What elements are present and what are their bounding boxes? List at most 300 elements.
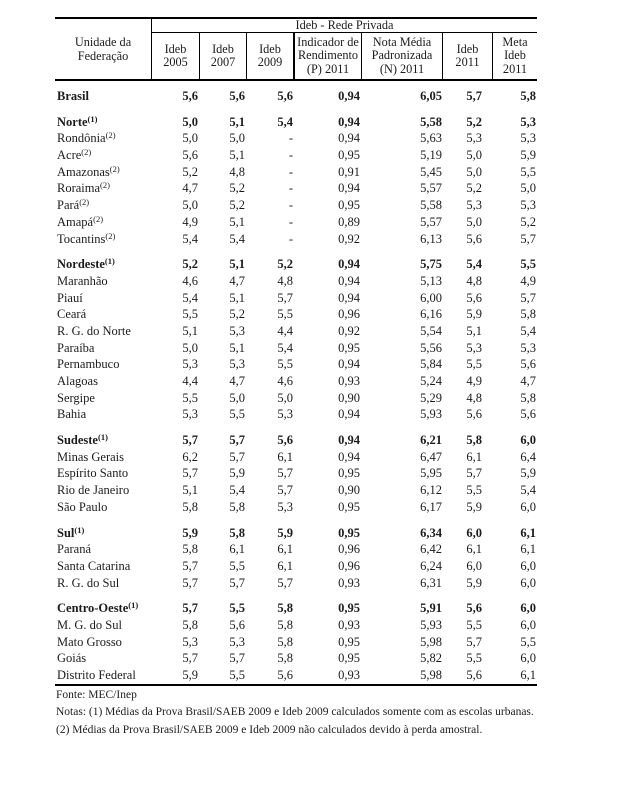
cell-value: 5,58 (420, 114, 442, 129)
cell-value: 5,7 (229, 575, 245, 590)
cell-value: 4,8 (466, 273, 482, 288)
table-row (55, 465, 537, 482)
cell-value: 5,93 (420, 617, 442, 632)
cell-value: 5,7 (277, 290, 293, 305)
cell-value: 5,0 (466, 148, 482, 163)
cell-value: 4,7 (229, 374, 245, 388)
cell-value: 6,0 (520, 558, 536, 573)
cell-value: 5,1 (182, 323, 198, 338)
cell-value: 4,4 (182, 374, 198, 388)
footnote-marker: (1) (97, 432, 108, 443)
table-row (55, 340, 537, 357)
cell-value: 5,3 (229, 634, 245, 649)
cell-value: 5,2 (466, 181, 482, 196)
cell-value: 5,3 (182, 357, 198, 372)
cell-value: 4,4 (277, 323, 293, 338)
table-row (55, 541, 537, 558)
cell-value: 5,7 (229, 449, 245, 464)
cell-value: 5,5 (229, 558, 245, 573)
row-label: Norte$^{(1)}$ (57, 113, 98, 129)
cell-value: 5,8 (182, 542, 198, 557)
cell-value: 5,7 (229, 651, 245, 666)
cell-value: 5,7 (277, 483, 293, 498)
row-label: Rondônia$^{(2)}$ (57, 130, 116, 146)
cell-value: 0,94 (338, 357, 360, 372)
cell-value: 6,16 (420, 307, 442, 322)
cell-value: 5,8 (520, 390, 536, 405)
col-header-unidade-da-federacao: Unidade da Federação (55, 19, 152, 79)
row-label: Acre$^{(2)}$ (57, 147, 92, 163)
cell-value: 0,94 (338, 290, 360, 305)
cell-value: 5,57 (420, 181, 442, 196)
cell-value: 0,96 (338, 558, 360, 573)
table-row (55, 256, 537, 273)
cell-value: 5,1 (229, 290, 245, 305)
row-label: Pernambuco (57, 357, 120, 372)
cell-value: 5,4 (277, 340, 293, 355)
cell-value: 0,92 (338, 231, 360, 246)
cell-value: 6,0 (466, 525, 482, 540)
cell-value: 5,0 (229, 131, 245, 146)
cell-value: 5,95 (420, 466, 442, 481)
cell-value: 4,7 (520, 374, 536, 388)
cell-value: 5,7 (466, 466, 482, 481)
cell-value: 5,7 (182, 575, 198, 590)
footnote-marker: (2) (100, 180, 110, 191)
cell-value: 5,5 (466, 617, 482, 632)
cell-value: 5,1 (229, 257, 245, 272)
row-label: Paraíba (57, 340, 95, 355)
cell-value: 6,0 (520, 617, 536, 632)
row-label: Espírito Santo (57, 466, 129, 481)
cell-value: 5,45 (420, 164, 442, 179)
cell-value: 0,95 (338, 525, 360, 540)
cell-value: 4,9 (520, 273, 536, 288)
cell-value: 5,9 (520, 466, 536, 481)
cell-value: 5,9 (466, 499, 482, 514)
cell-value: 5,4 (466, 257, 482, 272)
cell-value: 6,0 (520, 575, 536, 590)
cell-value: 5,6 (182, 148, 198, 163)
cell-value: - (288, 181, 293, 196)
table-row (55, 356, 537, 373)
cell-value: 5,9 (466, 307, 482, 322)
row-label: Ceará (57, 307, 87, 322)
cell-value: 5,7 (520, 290, 536, 305)
cell-value: 5,9 (229, 466, 245, 481)
cell-value: 5,6 (520, 357, 536, 372)
cell-value: 5,7 (277, 575, 293, 590)
row-label: Bahia (57, 407, 87, 422)
cell-value: 5,19 (420, 148, 442, 163)
cell-value: 0,94 (338, 407, 360, 422)
cell-value: - (288, 164, 293, 179)
cell-value: 5,1 (182, 483, 198, 498)
row-label: R. G. do Sul (57, 575, 120, 590)
cell-value: 6,1 (466, 542, 482, 557)
col-header-ideb-2011: Ideb 2011 (443, 33, 493, 79)
cell-value: 0,95 (338, 340, 360, 355)
cell-value: 5,7 (182, 433, 198, 448)
cell-value: 4,8 (277, 273, 293, 288)
cell-value: 5,9 (520, 148, 536, 163)
cell-value: 6,0 (520, 651, 536, 666)
cell-value: 5,8 (520, 89, 536, 103)
table-row (55, 114, 537, 131)
cell-value: 5,8 (277, 651, 293, 666)
cell-value: 5,5 (466, 483, 482, 498)
cell-value: 6,1 (229, 542, 245, 557)
row-label: São Paulo (57, 499, 108, 514)
table-row (55, 164, 537, 181)
cell-value: 0,93 (338, 617, 360, 632)
cell-value: 5,29 (420, 390, 442, 405)
cell-value: 4,6 (277, 374, 293, 388)
cell-value: 5,6 (466, 231, 482, 246)
cell-value: 5,2 (277, 257, 293, 272)
cell-value: 0,93 (338, 575, 360, 590)
row-label: Roraima$^{(2)}$ (57, 180, 110, 196)
cell-value: - (288, 131, 293, 146)
cell-value: 5,58 (420, 198, 442, 213)
table-row (55, 214, 537, 231)
cell-value: 5,9 (182, 668, 198, 682)
cell-value: 5,8 (229, 499, 245, 514)
cell-value: 6,1 (277, 542, 293, 557)
cell-value: 5,6 (466, 668, 482, 682)
cell-value: 5,5 (229, 407, 245, 422)
table-header (55, 17, 537, 81)
cell-value: 5,84 (420, 357, 442, 372)
cell-value: 0,94 (338, 433, 360, 448)
cell-value: 6,13 (420, 231, 442, 246)
row-label: Minas Gerais (57, 449, 124, 464)
cell-value: 5,9 (466, 575, 482, 590)
cell-value: 6,34 (420, 525, 442, 540)
cell-value: 5,7 (182, 651, 198, 666)
col-header-indicador-rendimento: Indicador de Rendimento (P) 2011 (295, 33, 362, 79)
cell-value: 5,6 (229, 617, 245, 632)
cell-value: 5,8 (277, 601, 293, 616)
cell-value: 6,17 (420, 499, 442, 514)
table-row (55, 180, 537, 197)
table-row (55, 147, 537, 164)
cell-value: 5,6 (277, 89, 293, 103)
cell-value: 5,3 (277, 499, 293, 514)
table-row (55, 290, 537, 307)
table-footnotes (56, 687, 596, 739)
table-row (55, 273, 537, 290)
cell-value: 5,3 (466, 131, 482, 146)
col-header-nota-media-padronizada: Nota Média Padronizada (N) 2011 (362, 33, 443, 79)
cell-value: 5,5 (466, 357, 482, 372)
cell-value: 5,5 (520, 164, 536, 179)
cell-value: 4,8 (229, 164, 245, 179)
footnote-marker: (2) (79, 197, 90, 208)
cell-value: 5,4 (229, 231, 245, 246)
cell-value: 0,94 (338, 114, 360, 129)
cell-value: 5,4 (229, 483, 245, 498)
table-row (55, 449, 537, 466)
cell-value: 5,5 (229, 601, 245, 616)
note-1: Notas: (1) Médias da Prova Brasil/SAEB 2009 e Ideb 2009 calculados somente com as escolas urbanas. (56, 706, 534, 719)
table-row (55, 390, 537, 407)
row-label: Amazonas$^{(2)}$ (57, 163, 120, 179)
cell-value: 5,9 (182, 525, 198, 540)
cell-value: 0,94 (338, 273, 360, 288)
table-row (55, 88, 537, 105)
cell-value: 6,21 (420, 433, 442, 448)
cell-value: 5,91 (420, 601, 442, 616)
cell-value: 5,7 (466, 89, 482, 103)
row-label: Nordeste$^{(1)}$ (57, 256, 115, 272)
cell-value: 5,0 (182, 114, 198, 129)
cell-value: 5,3 (466, 198, 482, 213)
cell-value: 5,3 (182, 407, 198, 422)
cell-value: 5,3 (229, 357, 245, 372)
cell-value: 5,4 (520, 323, 536, 338)
cell-value: 5,0 (182, 131, 198, 146)
cell-value: 5,6 (182, 89, 198, 103)
cell-value: 0,95 (338, 634, 360, 649)
cell-value: 0,94 (338, 449, 360, 464)
cell-value: 5,2 (229, 181, 245, 196)
table-row (55, 197, 537, 214)
cell-value: 5,8 (229, 525, 245, 540)
table-row (55, 482, 537, 499)
cell-value: 5,3 (466, 340, 482, 355)
cell-value: 4,6 (182, 273, 198, 288)
cell-value: 6,0 (520, 499, 536, 514)
table-row (55, 600, 537, 617)
cell-value: 5,0 (277, 390, 293, 405)
cell-value: 5,13 (420, 273, 442, 288)
cell-value: 5,2 (520, 214, 536, 229)
cell-value: 5,5 (277, 357, 293, 372)
footnote-marker: (1) (74, 524, 85, 535)
row-label: Mato Grosso (57, 634, 122, 649)
cell-value: 5,5 (520, 634, 536, 649)
cell-value: 0,89 (338, 214, 360, 229)
cell-value: 5,2 (229, 198, 245, 213)
col-header-ideb-2007: Ideb 2007 (200, 33, 247, 79)
cell-value: 5,63 (420, 131, 442, 146)
cell-value: 0,94 (338, 181, 360, 196)
cell-value: 5,7 (182, 601, 198, 616)
cell-value: 5,1 (229, 214, 245, 229)
cell-value: 5,1 (229, 340, 245, 355)
cell-value: 5,8 (277, 634, 293, 649)
cell-value: 5,82 (420, 651, 442, 666)
table-row (55, 525, 537, 542)
cell-value: 6,00 (420, 290, 442, 305)
cell-value: 5,2 (182, 164, 198, 179)
cell-value: 5,3 (277, 407, 293, 422)
row-label: Sergipe (57, 390, 95, 405)
cell-value: 0,93 (338, 374, 360, 388)
cell-value: 6,1 (520, 668, 536, 682)
cell-value: 0,95 (338, 651, 360, 666)
cell-value: 5,6 (520, 407, 536, 422)
cell-value: 5,56 (420, 340, 442, 355)
footnote-marker: (2) (105, 230, 116, 241)
cell-value: 0,96 (338, 542, 360, 557)
cell-value: 5,0 (520, 181, 536, 196)
table-row (55, 650, 537, 667)
cell-value: 0,96 (338, 307, 360, 322)
cell-value: 5,5 (182, 390, 198, 405)
cell-value: 5,75 (420, 257, 442, 272)
cell-value: 5,2 (182, 257, 198, 272)
cell-value: 0,94 (338, 131, 360, 146)
cell-value: 0,94 (338, 89, 360, 103)
footnote-marker: (1) (104, 256, 115, 267)
cell-value: 6,0 (520, 601, 536, 616)
cell-value: 5,5 (182, 307, 198, 322)
footnote-marker: (1) (87, 113, 98, 124)
row-label: Maranhão (57, 273, 108, 288)
row-label: Amapá$^{(2)}$ (57, 213, 104, 229)
cell-value: 5,6 (229, 89, 245, 103)
cell-value: 5,1 (466, 323, 482, 338)
row-label: Paraná (57, 542, 92, 557)
cell-value: 5,5 (520, 257, 536, 272)
cell-value: 6,4 (520, 449, 536, 464)
cell-value: 6,1 (466, 449, 482, 464)
col-header-ideb-2009: Ideb 2009 (247, 33, 295, 79)
table-body (55, 81, 537, 686)
table-row (55, 432, 537, 449)
ideb-table (55, 17, 537, 686)
cell-value: 6,24 (420, 558, 442, 573)
cell-value: 5,3 (520, 114, 536, 129)
row-label: Alagoas (57, 374, 98, 388)
row-label: Sul$^{(1)}$ (57, 524, 85, 540)
footnote-marker: (2) (81, 147, 92, 158)
footnote-marker: (2) (93, 213, 104, 224)
row-label: Centro-Oeste$^{(1)}$ (57, 600, 139, 616)
cell-value: 5,6 (466, 290, 482, 305)
cell-value: 0,95 (338, 466, 360, 481)
cell-value: 5,98 (420, 668, 442, 682)
row-label: M. G. do Sul (57, 617, 122, 632)
cell-value: 4,9 (466, 374, 482, 388)
cell-value: - (288, 214, 293, 229)
cell-value: 6,31 (420, 575, 442, 590)
cell-value: 0,95 (338, 499, 360, 514)
row-label: Rio de Janeiro (57, 483, 130, 498)
row-label: Santa Catarina (57, 558, 131, 573)
cell-value: 5,4 (182, 290, 198, 305)
cell-value: 5,9 (277, 525, 293, 540)
cell-value: 5,3 (520, 340, 536, 355)
cell-value: 5,8 (182, 499, 198, 514)
footnote-marker: (2) (105, 130, 116, 141)
cell-value: 5,8 (182, 617, 198, 632)
cell-value: 5,3 (182, 634, 198, 649)
cell-value: 5,6 (466, 601, 482, 616)
row-label: Pará$^{(2)}$ (57, 197, 90, 213)
table-row (55, 231, 537, 248)
table-row (55, 373, 537, 390)
cell-value: 5,5 (277, 307, 293, 322)
cell-value: 5,54 (420, 323, 442, 338)
cell-value: - (288, 198, 293, 213)
table-row (55, 323, 537, 340)
cell-value: 4,7 (229, 273, 245, 288)
col-header-ideb-2005: Ideb 2005 (152, 33, 200, 79)
cell-value: 5,2 (466, 114, 482, 129)
cell-value: 0,90 (338, 390, 360, 405)
cell-value: 0,90 (338, 483, 360, 498)
cell-value: 5,0 (229, 390, 245, 405)
row-label: R. G. do Norte (57, 323, 131, 338)
cell-value: 5,6 (277, 668, 293, 682)
cell-value: 5,4 (520, 483, 536, 498)
cell-value: 6,1 (520, 542, 536, 557)
cell-value: 6,47 (420, 449, 442, 464)
cell-value: - (288, 148, 293, 163)
col-header-meta-ideb-2011: Meta Ideb 2011 (502, 34, 528, 76)
cell-value: 5,93 (420, 407, 442, 422)
table-row (55, 306, 537, 323)
cell-value: 5,2 (229, 307, 245, 322)
cell-value: 6,1 (277, 449, 293, 464)
cell-value: 0,95 (338, 148, 360, 163)
cell-value: 0,94 (338, 257, 360, 272)
cell-value: 6,2 (182, 449, 198, 464)
cell-value: 4,9 (182, 214, 198, 229)
table-row (55, 667, 537, 684)
cell-value: 5,57 (420, 214, 442, 229)
cell-value: 5,7 (277, 466, 293, 481)
table-row (55, 617, 537, 634)
cell-value: 5,7 (466, 634, 482, 649)
row-label: Goiás (57, 651, 87, 666)
cell-value: 6,42 (420, 542, 442, 557)
cell-value: 5,0 (182, 198, 198, 213)
note-2: (2) Médias da Prova Brasil/SAEB 2009 e Ideb 2009 não calculados devido à perda amostral. (56, 723, 483, 736)
cell-value: 5,1 (229, 114, 245, 129)
cell-value: 0,95 (338, 601, 360, 616)
cell-value: - (288, 231, 293, 246)
row-label: Piauí (57, 290, 83, 305)
cell-value: 6,0 (466, 558, 482, 573)
source-note: Fonte: MEC/Inep (56, 689, 137, 701)
cell-value: 5,3 (520, 131, 536, 146)
cell-value: 0,93 (338, 668, 360, 682)
cell-value: 6,1 (277, 558, 293, 573)
cell-value: 5,24 (420, 374, 442, 388)
table-row (55, 575, 537, 592)
cell-value: 5,3 (520, 198, 536, 213)
cell-value: 6,0 (520, 433, 536, 448)
cell-value: 5,8 (466, 433, 482, 448)
cell-value: 5,98 (420, 634, 442, 649)
row-label: Brasil (57, 89, 89, 103)
cell-value: 5,0 (466, 164, 482, 179)
cell-value: 5,5 (229, 668, 245, 682)
table-row (55, 634, 537, 651)
cell-value: 6,1 (520, 525, 536, 540)
cell-value: 5,7 (229, 433, 245, 448)
cell-value: 5,0 (466, 214, 482, 229)
cell-value: 5,7 (182, 558, 198, 573)
cell-value: 0,92 (338, 323, 360, 338)
cell-value: 6,05 (420, 89, 442, 103)
cell-value: 4,7 (182, 181, 198, 196)
cell-value: 0,91 (338, 164, 360, 179)
